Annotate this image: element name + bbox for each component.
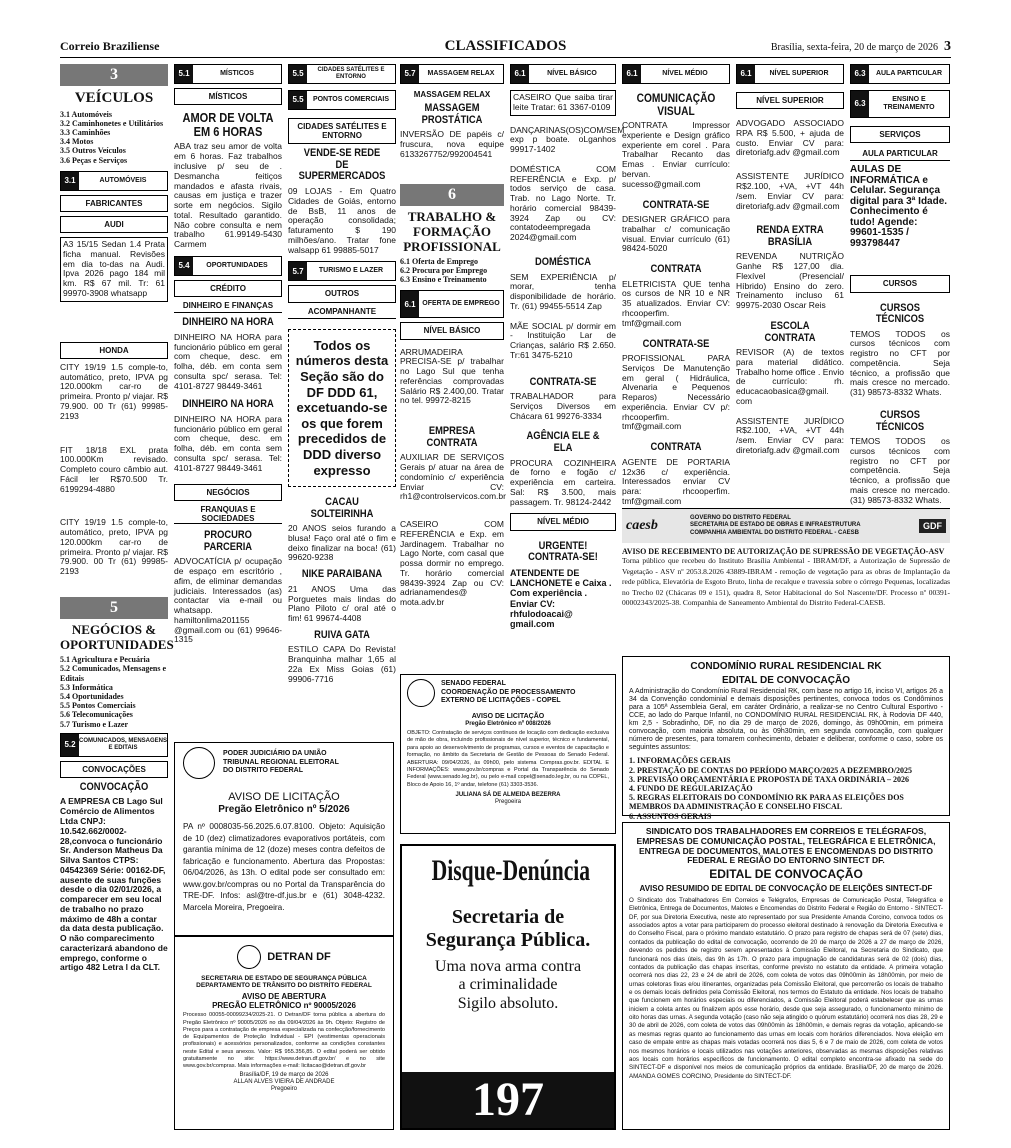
menu-item: 5.4 Oportunidades [60, 691, 124, 701]
subcategory-label: MASSAGEM RELAX [413, 90, 491, 99]
ad-line: Sigilo absoluto. [457, 994, 559, 1012]
section-heading: NEGÓCIOS & OPORTUNIDADES [60, 622, 174, 653]
notice-title: AVISO DE ABERTURA [241, 991, 327, 1001]
detran-emblem-icon [237, 945, 261, 969]
agenda-list [629, 756, 943, 820]
menu-item: 5.2 Comunicados, Mensagens e Editais [60, 664, 167, 683]
brand-label: AUDI [60, 216, 168, 233]
menu-item: 5.6 Telecomunicações [60, 710, 133, 720]
notice-subtitle: Pregão Eletrônico nº 5/2026 [218, 803, 350, 815]
category-bar: 6.1 NÍVEL SUPERIOR [736, 64, 844, 84]
ad-title: CONTRATA [650, 441, 702, 454]
classified-ad: DANÇARINAS(OS)COM/SEM exp p boate. oLganhos 99917-1402 [510, 124, 625, 155]
ad-title: RENDA EXTRA BRASÍLIA [756, 224, 824, 248]
classified-ad: CITY 19/19 1.5 comple-to, automático, preto, IPVA pg 120.000km car-ro de primeira. Pronto p/ viajar. R$ 79.900. 00 Tr (61) 99985-2193 [60, 361, 168, 421]
subcategory-label: FRANQUIAS E SOCIEDADES [174, 505, 282, 524]
menu-item: 3.2 Caminhonetes e Utilitários [60, 118, 164, 128]
subcategory-label: FABRICANTES [60, 195, 168, 212]
notice-box: Todos os números desta Seção são do DF DDD 61, excetuando-se os que forem precedidos de DDD diverso expresso [288, 329, 396, 487]
agenda-item: 5. REGRAS ELEITORAIS DO CONDOMÍNIO RK PARA AS ELEIÇÕES DOS MEMBROS DA ADMINISTRAÇÃO E CONSELHO FISCAL [629, 793, 904, 812]
ad-title: CONTRATA-SE [642, 337, 710, 350]
ad-title: MASSAGEM PROSTÁTICA [421, 102, 483, 126]
classified-ad: REVENDA NUTRIÇÃO Ganhe R$ 127,00 dia. Flexível (Presencial/ Híbrido) Ensino do zero. Treinamento incluso 61 99975-2030 Oscar Reis [736, 251, 844, 311]
menu-item: 5.1 Agricultura e Pecuária [60, 655, 150, 665]
classified-ad: ASSISTENTE JURÍDICO R$2.100, +VA, +VT 44h /sem. Enviar CV para: diretoriafg.adv @gmail.com [736, 415, 844, 455]
classified-ad: DESIGNER GRÁFICO para trabalhar c/ comunicação visual. Enviar currículo (61) 98424-5020 [622, 214, 730, 254]
newspaper-name: Correio Braziliense [60, 39, 160, 53]
classified-ad: DINHEIRO NA HORA para funcionário público em geral com cheque, desc. em folha, déb. em conta sem consulta spc/ serasa. Tel: 4101-8727 98449-3461 [174, 413, 282, 473]
menu-item: 5.5 Pontos Comerciais [60, 701, 136, 711]
brasao-icon [183, 747, 215, 779]
ad-line: Segurança Pública. [425, 929, 591, 951]
subcategory-label: AULA PARTICULAR [850, 149, 950, 161]
signature-role: Pregoeiro [270, 1086, 297, 1093]
agenda-item: 1. INFORMAÇÕES GERAIS [629, 756, 731, 766]
classified-ad: 09 LOJAS - Em Quatro Cidades de Goiás, entorno de BsB, 11 anos de operação consolidada; faturamento $ 190 milhões/ano. Tratar fone walsapp 61 99885-5017 [288, 186, 396, 255]
agenda-item: 2. PRESTAÇÃO DE CONTAS DO PERÍODO MARÇO/2025 A DEZEMBRO/2025 [629, 765, 913, 775]
phone-number: 197 [402, 1072, 614, 1128]
ad-title: DINHEIRO NA HORA [182, 316, 274, 329]
menu-item: 5.7 Turismo e Lazer [60, 719, 128, 729]
classified-ad: ELETRICISTA QUE tenha os cursos de NR 10 e NR 35 atualizados. Enviar CV: rhcooperfim. tmf@gmail.com [622, 278, 730, 328]
classified-ad: 20 ANOS seios furando a blusa! Faço oral até o fim e deixo finalizar na boca! (61) 99620-9238 [288, 523, 396, 563]
column-pontos [288, 64, 396, 688]
notice-title: AVISO DE LICITAÇÃO [471, 713, 545, 720]
classified-ad: A EMPRESA CB Lago Sul Comércio de Alimentos Ltda CNPJ: 10.542.662/0002-28,convoca o funcionário Sr. Anderson Matheus Da Silva Santos CTPS: 04542369 Série: 00162-DF, ausente de suas funções desde o dia 02/01/2026, a comparecer em seu local de trabalho no prazo máximo de 48h a contar da data desta publicação. O não comparecimento caracterizará abandono de emprego, conforme o artigo 482 Letra l da CLT. [60, 796, 168, 973]
detran-notice [174, 936, 394, 1130]
ad-title: CURSOS TÉCNICOS [875, 409, 925, 433]
subcategory-label: CONVOCAÇÕES [60, 761, 168, 778]
notice-text: A Administração do Condomínio Rural Residencial RK, com base no artigo 16, inciso VI, artigos 26 a 34 da Convenção condominial e demais disposições pertinentes, convoca todos os Condôminos para a 105ª Assembleia Geral, em caráter Ordinário, a realizar-se no Centro Cultural Esportivo - CCE, ao lado do Parque Infantil, no CONDOMÍNIO RURAL RESIDENCIAL RK, à Rodovia DF 440, km 2,5 - Sobradinho, DF, no dia 29 de março de 2026, domingo, às 09h00min, em primeira convocação, com maioria absoluta, ou às 09h30min, em segunda convocação, com qualquer número de presentes, para tomarem conhecimento, debater e deliberar, conforme o caso, sobre os seguintes assuntos: [629, 688, 943, 752]
category-bar: 5.4 OPORTUNIDADES [174, 256, 282, 276]
column-nivel-medio [622, 64, 730, 511]
classified-ad: PROCURA COZINHEIRA de forno e fogão c/ experiência em carteira. Sal: R$ 3.500, mais passagem. Tr. 98124-2442 [510, 457, 616, 507]
ad-title: AMOR DE VOLTA EM 6 HORAS [182, 110, 274, 139]
ad-title: DOMÉSTICA [534, 255, 592, 268]
classified-ad: TRABALHADOR para Serviços Diversos em Chácara 61 99276-3334 [510, 391, 616, 421]
sintect-notice [622, 822, 950, 1130]
ad-title: CURSOS TÉCNICOS [875, 301, 925, 326]
classified-ad: ESTILO CAPA Do Revista! Branquinha malhar 1,65 al 22a Ex Miss Goias (61) 99906-7716 [288, 644, 396, 684]
ad-title: PROCURO PARCERIA [203, 529, 253, 553]
column-nivel-basico [510, 64, 625, 634]
section-menu [60, 655, 168, 729]
category-bar: 6.3 AULA PARTICULAR [850, 64, 950, 84]
notice-title: SINDICATO DOS TRABALHADORES EM CORREIOS E TELÉGRAFOS, EMPRESAS DE COMUNICAÇÃO POSTAL, TELEGRÁFICA E ELETRÔNICA, ENTREGA DE DOCUMENTOS, MALOTES E ENCOMENDAS DO DISTRITO FEDERAL E REGIÃO DO ENTORNO SINTECT DF. [636, 826, 936, 866]
notice-subtitle: EDITAL DE CONVOCAÇÃO [709, 867, 863, 882]
section-heading: VEÍCULOS [74, 90, 154, 107]
ad-title: NIKE PARAIBANA [301, 568, 383, 581]
ad-title: DINHEIRO NA HORA [182, 398, 274, 411]
classified-ad: INVERSÃO DE papéis c/ fruscura, nova equipe 6133267752/992004541 [400, 129, 504, 159]
subcategory-label: MÍSTICOS [174, 88, 282, 105]
notice-title: CONDOMÍNIO RURAL RESIDENCIAL RK [690, 661, 882, 672]
category-bar: 5.7 MASSAGEM RELAX [400, 64, 504, 84]
classified-ad: ADVOCATÍCIA p/ ocupação de espaço em escritório , afim, de eliminar demandas judiciais. Interessados (as) contactar via e-mail ou whatsapp. hamiltonlima201155 @gmail.com ou (61) 99646-1315 [174, 556, 282, 645]
menu-item: 5.3 Informática [60, 682, 113, 692]
ad-line: a criminalidade [458, 976, 558, 994]
notice-subtitle: EDITAL DE CONVOCAÇÃO [722, 674, 850, 686]
category-bar: 5.7 TURISMO E LAZER [288, 261, 396, 281]
notice-title: AVISO DE RECEBIMENTO DE AUTORIZAÇÃO DE SUPRESSÃO DE VEGETAÇÃO-ASV [622, 547, 945, 556]
category-bar: 6.3 ENSINO E TREINAMENTO [850, 90, 950, 118]
section-title: CLASSIFICADOS [444, 38, 567, 54]
notice-subtitle: PREGÃO ELETRÔNICO nº 90005/2026 [212, 1001, 356, 1011]
classified-ad: ADVOGADO ASSOCIADO RPA R$ 5.500, + ajuda de custo. Enviar CV para: diretoriafg.adv @gmail.com [736, 118, 844, 158]
category-bar: 5.1 MÍSTICOS [174, 64, 282, 84]
notice-date: Brasília/DF, 19 de março de 2026 [239, 1072, 329, 1079]
caesb-logo: caesb [626, 517, 658, 533]
section-badge: 6 [400, 184, 504, 206]
menu-item: 6.2 Procura por Emprego [400, 265, 488, 275]
notice-subtitle: Pregão Eletrônico nº 008/2026 [465, 721, 551, 728]
gdf-logo: GDF [919, 519, 946, 533]
notice-text: O Sindicato dos Trabalhadores Em Correios e Telégrafos, Empresas de Comunicação Postal, Telegráfica e Eletrônica, Entrega de Documentos, Malotes e Encomendas do Distrito Federal e Região do Entorno - SINTECT-DF, por sua Diretoria Executiva, neste ato representado por sua Presidente Amanda Corcino, convoca todos os associados aptos a votar para participarem do processo eleitoral destinado à renovação da Diretoria Executiva e do Conselho Fiscal, para o próximo mandato estatutário. O prazo para registro de chapas será de 07 (sete) dias, contados da publicação do edital de convocação, ocorrendo de 20 de março de 2026 a 27 de março de 2026, devendo os pedidos de registro serem apresentados à Comissão Eleitoral, na Secretaria do Sindicato, que funcionará nos dias úteis, das 9h às 17h. O prazo para impugnação de candidaturas será de 02 (dois) dias, contados da publicação das chapas inscritas, conforme previsto no estatuto da entidade. A primeira votação ocorrerá nos dias 22, 23 e 24 de abril de 2026, com coleta de votos das 09h00min às 18h00min, por meio de urnas coletoras fixas e/ou itinerantes, organizadas pela Comissão Eleitoral, que percorrerão os locais de trabalho e os demais locais definidos pela Comissão Eleitoral, nos termos do Estatuto da entidade. Nos locais de trabalho que funcionem em horários especiais ou diferenciados, a Comissão Eleitoral poderá estabelecer que as urnas iniciem a coleta antes ou finalizem após esse horário, desde que seja assegurado, o funcionamento mínimo de oito horas das urnas. A segunda votação (caso não seja atingido o quórum estatutário) ocorrerá nos dias 28, 29 e 30 de abril de 2026, com coleta de votos das 09h00min às 18h00min, e demais regras da votação, aplicando-se as mesmas regras quanto ao funcionamento das urnas em locais com horários diferenciados. Nova eleição em caso de empate entre as chapas mais votadas ocorrerá nos dias 5, 6 e 7 de maio de 2026, com coleta de votos nos mesmos horários e locais utilizados nas votações anteriores, observadas as mesmas disposições relativas aos locais com horários específicos de funcionamento. O edital completo encontra-se afixado na sede do SINTECT-DF e disponível nos meios de comunicação próprios da entidade. Brasília/DF, 20 de março de 2026. AMANDA GOMES CORCINO, Presidente do SINTECT-DF. [629, 897, 943, 1080]
classified-ad: ASSISTENTE JURÍDICO R$2.100, +VA, +VT 44h /sem. Enviar CV para: diretoriafg.adv @gmail.com [736, 171, 844, 211]
classified-ad: DOMÉSTICA COM REFERÊNCIA e Exp. p/ todos serviço de casa. Trab. no Lago Norte. Tr. horário comercial 98439-3924 Zap ou CV: contatodeempregada 2024@gmail.com [510, 163, 616, 243]
classified-ad: DINHEIRO NA HORA para funcionário público em geral com cheque, desc. em folha, déb. em conta sem consulta spc/ serasa. Tel: 4101-8727 98449-3461 [174, 331, 282, 391]
classified-ad: SEM EXPERIÊNCIA p/ morar, tenha disponibilidade de horário. Tr. (61) 99455-5514 Zap [510, 271, 616, 311]
ad-title: CONTRATA-SE [529, 375, 597, 388]
menu-item: 6.3 Ensino e Treinamento [400, 275, 487, 285]
agenda-item: 3. PREVISÃO ORÇAMENTÁRIA E PROPOSTA DE TAXA ORDINÁRIA – 2026 [629, 774, 910, 784]
ad-title: URGENTE! [538, 539, 588, 552]
ad-line: Uma nova arma contra [434, 958, 582, 975]
subcategory-label: DINHEIRO E FINANÇAS [174, 301, 282, 313]
signature: JULIANA SÁ DE ALMEIDA BEZERRA [455, 792, 561, 799]
signature: ALLAN ALVES VIEIRA DE ANDRADE [233, 1079, 335, 1086]
subcategory-label: NÍVEL SUPERIOR [736, 92, 844, 109]
notice-org: SECRETARIA DE ESTADO DE SEGURANÇA PÚBLICA [201, 975, 367, 982]
classified-ad: MÃE SOCIAL p/ dormir em - Instituição Lar de Crianças, salário R$ 2.650. Tr:61 3475-5210 [510, 320, 616, 360]
column-massagem [400, 64, 504, 612]
page-header [60, 38, 951, 58]
disque-denuncia-ad [400, 844, 616, 1130]
detran-logo: DETRAN DF [267, 950, 331, 963]
column-aula [850, 64, 950, 509]
classified-ad: REVISOR (A) de textos para material didático. Trabalho home office . Envio de currículo: rh. educacaobasica@gmail. com [736, 347, 844, 406]
menu-item: 3.3 Caminhões [60, 128, 111, 138]
ad-title: AGÊNCIA ELE & ELA [526, 430, 600, 455]
ad-title: VENDE-SE REDE DE SUPERMERCADOS [298, 147, 386, 183]
notice-text: PA nº 0008035-56.2025.6.07.8100. Objeto: Aquisição de 10 (dez) climatizadores evaporativos portáteis, com garantia mínima de 12 (doze) meses contra defeitos de fabricação e funcionamento. Abertura das Propostas: 06/04/2026, às 13h. O edital pode ser consultado em: www.gov.br/compras ou no Portal da Transparência do TRE-DF. Infos: asl@tre-df.jus.br e (61) 3048-4232. Marcela Moreira, Pregoeira. [183, 822, 385, 912]
ad-title: CONTRATA-SE [642, 198, 710, 211]
agenda-item: 6. ASSUNTOS GERAIS [629, 811, 712, 821]
classified-ad: ATENDENTE DE LANCHONETE e Caixa . Com experiência . Enviar CV: rhfulodoacai@ gmail.com [510, 567, 612, 630]
condominio-notice [622, 656, 950, 821]
ad-line: Secretaria de [451, 906, 565, 928]
notice-text: Torna público que recebeu do Instituto Brasília Ambiental - IBRAM/DF, a Autorização de Supressão de Vegetação - ASV nº 2053.8.2026 43889-IBRAM - remoção de vegetação para as obras de Implantação da rede pública, Elevatória de Esgoto Bruto, linha de recalque e travessia sobre o córrego Pequenas, localizadas no Trecho 02 (Chácaras 09 e 151), quadra 8, Setor Habitacional do Sol Nascente/DF. Processo nº 00391-00002343/2025-38. Companhia de Saneamento Ambiental do Distrito Federal-CAESB. [622, 556, 950, 608]
brand-label: HONDA [60, 342, 168, 359]
classified-ad: PROFISSIONAL PARA Serviços De Manutenção em geral ( Hidráulica, Alvenaria e Pequenos Reparos) Necessário experiência. Enviar CV p/: rhcooperfim. tmf@gmail.com [622, 353, 730, 432]
ad-title: ESCOLA CONTRATA [764, 320, 816, 344]
section-menu [400, 257, 504, 285]
classified-ad: ABA traz seu amor de volta em 6 horas. Faz trabalhos inclusive p/ seu de . Desmancha feitiços mandados e afasta rivais, causas em justiça e trazer sorte em negócios. Sigilo total. Resultado garantido. Não cobre consulta e nem trabalho 61.99149-5430 Carmem [174, 141, 282, 250]
classified-ad: AULAS DE INFORMÁTICA e Celular. Segurança digital para 3ª Idade. Conhecimento é tudo! Agende: 99601-1535 / 993798447 [850, 164, 948, 249]
subcategory-label: NÍVEL MÉDIO [510, 513, 616, 530]
menu-item: 3.1 Automóveis [60, 109, 112, 119]
category-bar: 5.5 CIDADES SATÉLITES E ENTORNO [288, 64, 396, 84]
ad-title: CONVOCAÇÃO [79, 780, 149, 793]
classified-ad: AGENTE DE PORTARIA 12x36 c/ experiência. Interessados enviar CV para: rhcooperfim. tmf@gmail.com [622, 456, 730, 506]
classified-ad: 21 ANOS Uma das Porguetes mais lindas do Plano Piloto c/ oral até o fim! 61 99674-4408 [288, 583, 396, 624]
classified-ad: TEMOS TODOS os cursos técnicos com registro no CFT por competência. Seja técnico, a profissão que mais cresce no mercado. (31) 98573-8332 Whats. [850, 328, 950, 398]
section-badge: 3 [60, 64, 168, 86]
subcategory-label: CRÉDITO [174, 280, 282, 297]
ad-title: CACAU SOLTEIRINHA [310, 496, 374, 520]
signature-role: Pregoeira [494, 799, 521, 806]
brasao-icon [407, 679, 435, 707]
subcategory-label: NEGÓCIOS [174, 484, 282, 501]
classified-ad: CONTRATA Impressor experiente e Design gráfico experiente em corel . Para Trabalhar Recanto das Emas . Enviar currículo: bervan. sucesso@gmail.com [622, 120, 730, 189]
ad-title: Disque-Denúncia [431, 854, 591, 887]
menu-item: 6.1 Oferta de Emprego [400, 256, 479, 266]
ad-title: CONTRATA-SE! [528, 551, 598, 564]
category-bar: 6.1 NÍVEL BÁSICO [510, 64, 616, 84]
subcategory-label: NÍVEL BÁSICO [400, 322, 504, 339]
subcategory-label: CIDADES SATÉLITES E ENTORNO [288, 118, 396, 144]
senado-notice: SENADO FEDERAL COORDENAÇÃO DE PROCESSAMENTO EXTERNO DE LICITAÇÕES - COPEL AVISO DE LICITAÇÃO Pregão Eletrônico nº 008/2026 OBJETO: Contratação de serviços contínuos de locação com dedicação exclusiva de mão de obra, incluindo profissionais de nível superior, técnico e fundamental, para apoio ao desenvolvimento de programas, cursos e eventos de capacitação e formação, no âmbito da Secretaria de Gestão de Pessoas do Senado Federal. ABERTURA: 09/04/2026, às 09h00, pelo sistema Compras.gov.br. EDITAL E INFORMAÇÕES: www.gov.br/compras e Portal da Transparência do Senado Federal (www.senado.leg.br), ou pelo e-mail copel@senado.leg.br, ou na COPEL, Bloco de Apoio 16, 1º andar, telefone (61) 3303-3536. JULIANA SÁ DE ALMEIDA BEZERRA Pregoeira [400, 674, 616, 834]
ad-title: EMPRESA CONTRATA [426, 425, 478, 449]
classified-ad: TEMOS TODOS os cursos técnicos com registro no CFT por competência. Seja técnico, a profissão que mais cresce no mercado. (31) 98573-8332 Whats. [850, 436, 950, 505]
notice-text: Processo 00055-00099234/2025-21. O Detran/DF torna pública a abertura do Pregão Eletrônico nº 90005/2026 no dia 09/04/2026 às 9h. Objeto: Registro de Preços para a contratação de empresa especializada na confecção/fornecimento de Equipamentos de Proteção Individual - EPI (vestimentas operacionais profissionais) e acessórios personalizados, conforme as condições constantes neste Edital e seus anexos. Valor: R$ 955.356,85. O edital poderá ser obtido gratuitamente no site: https://www.detran.df.gov.br/ e no site www.gov.br/compras. Mais informações e-mail: licitacao@detran.df.gov.br [183, 1012, 385, 1070]
category-bar: 3.1 AUTOMÓVEIS [60, 171, 168, 191]
page-number: 3 [944, 39, 951, 54]
column-nivel-superior [736, 64, 844, 460]
menu-item: 3.6 Peças e Serviços [60, 155, 128, 165]
category-bar: 5.2 COMUNICADOS, MENSAGENS E EDITAIS [60, 733, 168, 757]
section-menu [60, 110, 168, 165]
subcategory-label: OUTROS [288, 285, 396, 302]
ad-title: RUIVA GATA [314, 628, 370, 641]
classified-ad: AUXILIAR DE SERVIÇOS Gerais p/ atuar na área de condomínio c/ experiência Enviar CV: rh1@controlservicos.com.br [400, 452, 506, 502]
subcategory-label: ACOMPANHANTE [288, 307, 396, 319]
menu-item: 3.4 Motos [60, 137, 94, 147]
category-bar: 6.1 NÍVEL MÉDIO [622, 64, 730, 84]
classified-ad: ARRUMADEIRA PRECISA-SE p/ trabalhar no Lago Sul que tenha referências comprovadas Salário R$ 2.400,00. Tratar no tel. 99972-8215 [400, 346, 504, 406]
category-bar: 6.1 OFERTA DE EMPREGO [400, 290, 504, 318]
notice-subtitle: AVISO RESUMIDO DE EDITAL DE CONVOCAÇÃO DE ELEIÇÕES SINTECT-DF [639, 883, 933, 893]
classified-ad: CASEIRO Que saiba tirar leite Tratar: 61 3367-0109 [510, 90, 616, 116]
classified-ad: CITY 19/19 1.5 comple-to, automático, preto, IPVA pg 120.000km car-ro de primeira. Pronto p/ viajar. R$ 79.900. 00 Tr (61) 99985-2193 [60, 517, 168, 577]
notice-text: OBJETO: Contratação de serviços contínuos de locação com dedicação exclusiva de mão de obra, incluindo profissionais de nível superior, técnico e fundamental, para apoio ao desenvolvimento de programas, cursos e eventos de capacitação e formação, no âmbito da Secretaria de Gestão de Pessoas do Senado Federal. ABERTURA: 09/04/2026, às 09h00, pelo sistema Compras.gov.br. EDITAL E INFORMAÇÕES: www.gov.br/compras e Portal da Transparência do Senado Federal (www.senado.leg.br), ou pelo e-mail copel@senado.leg.br, ou na COPEL, Bloco de Apoio 16, 1º andar, telefone (61) 3303-3536. [407, 729, 609, 788]
classified-ad: A3 15/15 Sedan 1.4 Prata ficha manual. Revisões em dia to-das na Audi. Ipva 2026 pago 184 mil km. R$ 67 mil. Tr: 61 99970-3908 whatsapp [60, 237, 168, 302]
section-badge: 5 [60, 597, 168, 619]
agenda-item: 4. FUNDO DE REGULARIZAÇÃO [629, 783, 753, 793]
tre-notice: PODER JUDICIÁRIO DA UNIÃO TRIBUNAL REGIONAL ELEITORAL DO DISTRITO FEDERAL AVISO DE LICITAÇÃO Pregão Eletrônico nº 5/2026 PA nº 0008035-56.2025.6.07.8100. Objeto: Aquisição de 10 (dez) climatizadores evaporativos portáteis, com garantia mínima de 12 (doze) meses contra defeitos de fabricação e funcionamento. Abertura das Propostas: 06/04/2026, às 13h. O edital pode ser consultado em: www.gov.br/compras ou no Portal da Transparência do TRE-DF. Infos: asl@tre-df.jus.br e (61) 3048-4232. Marcela Moreira, Pregoeira. [174, 742, 394, 936]
section-heading: TRABALHO & FORMAÇÃO PROFISSIONAL [403, 208, 501, 254]
page-date: Brasília, sexta-feira, 20 de março de 2026 3 [770, 39, 951, 54]
ad-title: COMUNICAÇÃO VISUAL [636, 91, 716, 118]
classified-ad: CASEIRO COM REFERÊNCIA e Exp. em Jardinagem. Trabalhar no Lago Norte, com casal que possa dormir no emprego. Tr. horário comercial 98439-3924 Zap ou CV: adrianamendes@ mota.adv.br [400, 519, 504, 608]
subcategory-label: CURSOS [850, 275, 950, 292]
column-vehicles [60, 64, 174, 977]
menu-item: 3.5 Outros Veículos [60, 146, 126, 156]
ad-title: CONTRATA [650, 263, 702, 276]
caesb-notice: caesb GOVERNO DO DISTRITO FEDERAL SECRETARIA DE ESTADO DE OBRAS E INFRAESTRUTURA COMPANHIA AMBIENTAL DO DISTRITO FEDERAL - CAESB GDF AVISO DE RECEBIMENTO DE AUTORIZAÇÃO DE SUPRESSÃO DE VEGETAÇÃO-ASV Torna público que recebeu do Instituto Brasília Ambiental - IBRAM/DF, a Autorização de Supressão de Vegetação - ASV nº 2053.8.2026 43889-IBRAM - remoção de vegetação para as obras de Implantação da rede pública, Elevatória de Esgoto Bruto, linha de recalque e travessia sobre o córrego Pequenas, localizadas no Trecho 02 (Chácaras 09 e 151), quadra 8, Setor Habitacional do Sol Nascente/DF. Processo nº 00391-00002343/2025-38. Companhia de Saneamento Ambiental do Distrito Federal-CAESB. [622, 508, 950, 648]
column-misticos [174, 64, 282, 649]
subcategory-label: SERVIÇOS [850, 126, 950, 143]
classified-ad: FIT 18/18 EXL prata 100.000Km revisado. Completo couro câmbio aut. Fácil ler R$70.500 Tr. 6199294-4880 [60, 444, 168, 494]
category-bar: 5.5 PONTOS COMERCIAIS [288, 90, 396, 110]
notice-title: AVISO DE LICITAÇÃO [228, 791, 340, 803]
notice-org: DEPARTAMENTO DE TRÂNSITO DO DISTRITO FEDERAL [196, 982, 372, 990]
